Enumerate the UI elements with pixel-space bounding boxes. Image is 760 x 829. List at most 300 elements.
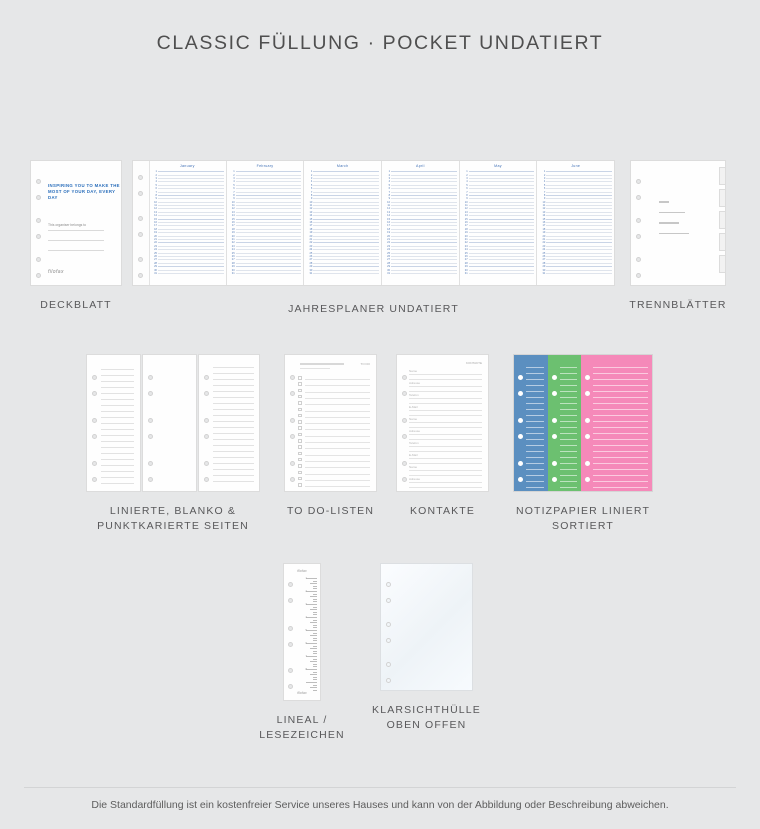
write-line xyxy=(409,482,482,483)
punch-hole xyxy=(386,662,391,667)
day-row: 7 xyxy=(306,190,379,193)
punch-hole xyxy=(204,477,209,482)
todo-row[interactable] xyxy=(298,388,370,394)
punch-hole xyxy=(402,434,407,439)
day-row: 27 xyxy=(306,258,379,261)
todo-row[interactable] xyxy=(298,482,370,488)
checkbox[interactable] xyxy=(298,483,302,487)
todo-row[interactable] xyxy=(298,470,370,476)
rule-line xyxy=(593,469,648,470)
rule-line xyxy=(593,487,648,488)
write-line xyxy=(409,410,482,411)
day-row: 4 xyxy=(151,180,224,183)
punch-hole xyxy=(288,684,293,689)
punch-hole xyxy=(552,375,557,380)
day-row: 13 xyxy=(151,211,224,214)
rule-line xyxy=(560,481,577,482)
day-row: 18 xyxy=(306,228,379,231)
rule-line xyxy=(526,415,544,416)
day-row: 11 xyxy=(384,204,457,207)
day-row: 19 xyxy=(384,231,457,234)
contact-field-row[interactable] xyxy=(409,369,482,380)
rule-line xyxy=(526,373,544,374)
caption-notizpapier: NOTIZPAPIER LINIERT SORTIERT xyxy=(515,505,651,532)
todo-row[interactable] xyxy=(298,375,370,381)
ruler-tick xyxy=(313,607,317,608)
rule-line xyxy=(526,451,544,452)
checkbox[interactable] xyxy=(298,439,302,443)
rule-line xyxy=(101,477,134,478)
day-row: 11 xyxy=(229,204,302,207)
ruler-tick-label: 1 xyxy=(305,576,307,580)
brand-logo: filofax xyxy=(297,569,307,573)
day-row: 11 xyxy=(151,204,224,207)
rule-line xyxy=(560,397,577,398)
todo-row[interactable] xyxy=(298,381,370,387)
day-row: 24 xyxy=(462,248,535,251)
punch-hole xyxy=(636,273,641,278)
page-title: CLASSIC FÜLLUNG · POCKET UNDATIERT xyxy=(156,32,604,54)
rule-line xyxy=(213,481,254,482)
day-row: 5 xyxy=(229,184,302,187)
rule-line xyxy=(526,391,544,392)
punch-hole xyxy=(138,273,143,278)
day-row: 3 xyxy=(306,177,379,180)
rule-line xyxy=(560,445,577,446)
ruler-tick xyxy=(313,651,317,652)
write-line xyxy=(305,417,370,418)
ruler-tick xyxy=(306,656,317,657)
rule-line xyxy=(560,367,577,368)
todo-row[interactable] xyxy=(298,451,370,457)
contact-field-row[interactable] xyxy=(409,429,482,440)
todo-row[interactable] xyxy=(298,438,370,444)
rule-line xyxy=(593,433,648,434)
day-row: 11 xyxy=(462,204,535,207)
ruler-tick xyxy=(313,679,317,680)
ruler-tick xyxy=(313,625,317,626)
checkbox[interactable] xyxy=(298,464,302,468)
checkbox[interactable] xyxy=(298,426,302,430)
ruler-tick xyxy=(313,653,317,654)
day-row: 24 xyxy=(384,248,457,251)
punch-hole xyxy=(518,375,523,380)
punch-hole xyxy=(290,391,295,396)
caption-linierte: LINIERTE, BLANKO & PUNKTKARIERTE SEITEN xyxy=(97,505,249,532)
punch-hole xyxy=(148,418,153,423)
day-row: 4 xyxy=(229,180,302,183)
day-row: 7 xyxy=(539,190,612,193)
day-row: 4 xyxy=(539,180,612,183)
punch-hole xyxy=(552,477,557,482)
day-row: 17 xyxy=(384,224,457,227)
checkbox[interactable] xyxy=(298,395,302,399)
checkbox[interactable] xyxy=(298,376,302,380)
write-line xyxy=(409,458,482,459)
punch-hole xyxy=(288,642,293,647)
punch-hole xyxy=(36,195,41,200)
day-row: 12 xyxy=(384,207,457,210)
write-line xyxy=(409,398,482,399)
ruler-tick xyxy=(310,609,317,610)
punch-hole xyxy=(552,391,557,396)
checkbox[interactable] xyxy=(298,471,302,475)
punch-hole xyxy=(288,582,293,587)
day-row: 17 xyxy=(229,224,302,227)
day-row: 9 xyxy=(229,197,302,200)
day-row: 14 xyxy=(462,214,535,217)
contact-field-label: Adresse xyxy=(409,429,421,433)
day-row: 16 xyxy=(462,221,535,224)
rule-line xyxy=(526,457,544,458)
rule-line xyxy=(213,457,254,458)
day-row: 29 xyxy=(384,265,457,268)
rule-line xyxy=(593,415,648,416)
ruler-tick xyxy=(313,685,317,686)
todo-row[interactable] xyxy=(298,425,370,431)
day-row: 25 xyxy=(151,251,224,254)
contact-field-row[interactable] xyxy=(409,393,482,404)
punch-hole xyxy=(636,234,641,239)
write-line xyxy=(305,423,370,424)
punch-hole xyxy=(92,391,97,396)
punch-hole xyxy=(552,461,557,466)
punch-hole xyxy=(402,461,407,466)
divider-tab xyxy=(719,167,725,185)
day-row: 28 xyxy=(151,262,224,265)
checkbox[interactable] xyxy=(298,414,302,418)
write-line xyxy=(409,446,482,447)
contact-field-row[interactable] xyxy=(409,381,482,392)
punch-hole xyxy=(386,582,391,587)
punch-hole xyxy=(552,434,557,439)
rule-line xyxy=(560,403,577,404)
checkbox[interactable] xyxy=(298,408,302,412)
day-row: 7 xyxy=(384,190,457,193)
rule-line xyxy=(526,463,544,464)
checkbox[interactable] xyxy=(298,433,302,437)
day-row: 23 xyxy=(229,245,302,248)
jahresplaner-spread xyxy=(132,160,615,286)
punch-hole xyxy=(204,434,209,439)
day-row: 5 xyxy=(384,184,457,187)
day-row: 30 xyxy=(229,268,302,271)
day-row: 14 xyxy=(384,214,457,217)
rule-line xyxy=(593,463,648,464)
month-column xyxy=(537,161,614,285)
write-line xyxy=(305,467,370,468)
contact-field-row[interactable] xyxy=(409,465,482,476)
day-row: 17 xyxy=(151,224,224,227)
punch-hole xyxy=(138,257,143,262)
month-label: January xyxy=(179,164,195,168)
day-row: 10 xyxy=(462,201,535,204)
rule-line xyxy=(560,487,577,488)
rule-line xyxy=(526,487,544,488)
contact-field-row[interactable] xyxy=(409,453,482,464)
rule-line xyxy=(213,385,254,386)
day-row: 25 xyxy=(306,251,379,254)
day-row: 2 xyxy=(151,173,224,176)
day-row: 20 xyxy=(306,234,379,237)
ruler-tick xyxy=(313,664,317,665)
punch-hole xyxy=(290,434,295,439)
day-row: 3 xyxy=(539,177,612,180)
month-column xyxy=(227,161,305,285)
punch-hole xyxy=(518,434,523,439)
product-klarsichthuelle xyxy=(372,563,481,731)
day-row: 23 xyxy=(306,245,379,248)
day-row: 19 xyxy=(306,231,379,234)
day-row: 22 xyxy=(539,241,612,244)
write-line xyxy=(409,403,482,404)
dotted-page xyxy=(198,354,260,492)
day-row: 22 xyxy=(462,241,535,244)
write-line xyxy=(409,487,482,488)
notizpapier-stack xyxy=(513,354,653,492)
punch-hole xyxy=(585,418,590,423)
rule-line xyxy=(213,451,254,452)
punch-hole xyxy=(402,477,407,482)
todo-row[interactable] xyxy=(298,407,370,413)
day-row: 26 xyxy=(384,255,457,258)
checkbox[interactable] xyxy=(298,477,302,481)
divider-tab xyxy=(719,233,725,251)
ruler-tick xyxy=(306,604,317,605)
todo-row[interactable] xyxy=(298,476,370,482)
day-row: 23 xyxy=(151,245,224,248)
ruler-tick xyxy=(313,690,317,691)
month-column xyxy=(149,161,227,285)
rule-line xyxy=(213,463,254,464)
checkbox[interactable] xyxy=(298,389,302,393)
checkbox[interactable] xyxy=(298,452,302,456)
todo-row[interactable] xyxy=(298,432,370,438)
punch-hole xyxy=(402,418,407,423)
write-line xyxy=(305,411,370,412)
ruler-tick xyxy=(306,643,317,644)
punch-hole xyxy=(636,179,641,184)
contact-field-row[interactable] xyxy=(409,477,482,488)
punch-hole xyxy=(138,175,143,180)
write-line xyxy=(305,436,370,437)
ruler-tick xyxy=(313,588,317,589)
rule-line xyxy=(213,475,254,476)
punch-hole xyxy=(585,375,590,380)
rule-line xyxy=(593,403,648,404)
todo-row[interactable] xyxy=(298,457,370,463)
contact-field-row[interactable] xyxy=(409,441,482,452)
contact-field-row[interactable] xyxy=(409,405,482,416)
day-row: 31 xyxy=(306,272,379,275)
product-notizpapier xyxy=(513,354,653,532)
month-label: April xyxy=(416,164,425,168)
punch-hole xyxy=(36,218,41,223)
checkbox[interactable] xyxy=(298,420,302,424)
day-row: 10 xyxy=(229,201,302,204)
punch-hole xyxy=(204,391,209,396)
write-line xyxy=(409,379,482,380)
todo-row[interactable] xyxy=(298,419,370,425)
punch-hole xyxy=(148,391,153,396)
todo-row[interactable] xyxy=(298,394,370,400)
contact-field-row[interactable] xyxy=(409,417,482,428)
rule-line xyxy=(526,445,544,446)
deckblatt-headline: INSPIRING YOU TO MAKE THE MOST OF YOUR DAY, EVERY DAY xyxy=(48,183,120,201)
day-row: 5 xyxy=(306,184,379,187)
rule-line xyxy=(593,481,648,482)
ruler-tick xyxy=(313,627,317,628)
rule-line xyxy=(213,403,254,404)
day-row: 23 xyxy=(384,245,457,248)
checkbox[interactable] xyxy=(298,382,302,386)
day-row: 15 xyxy=(306,217,379,220)
product-todo-listen xyxy=(284,354,377,517)
rule-line xyxy=(101,399,134,400)
trennblaetter-sheet xyxy=(630,160,726,286)
punch-hole xyxy=(148,375,153,380)
ruler-tick-label: 2 xyxy=(305,589,307,593)
day-row: 1 xyxy=(384,170,457,173)
rule-line xyxy=(593,385,648,386)
punch-hole xyxy=(386,622,391,627)
ruler-tick xyxy=(306,617,317,618)
write-line xyxy=(305,385,370,386)
day-row: 7 xyxy=(151,190,224,193)
brand-logo: filofax xyxy=(48,269,64,275)
rule-line xyxy=(526,409,544,410)
day-row: 25 xyxy=(539,251,612,254)
day-row: 20 xyxy=(151,234,224,237)
month-column xyxy=(382,161,460,285)
rule-line xyxy=(101,405,134,406)
todo-row[interactable] xyxy=(298,400,370,406)
checkbox[interactable] xyxy=(298,458,302,462)
rule-line xyxy=(593,475,648,476)
ruler-tick xyxy=(310,674,317,675)
rule-line xyxy=(526,367,544,368)
todo-row[interactable] xyxy=(298,413,370,419)
day-row: 16 xyxy=(384,221,457,224)
day-row: 4 xyxy=(384,180,457,183)
day-row: 24 xyxy=(539,248,612,251)
rule-line xyxy=(213,433,254,434)
punch-hole xyxy=(585,477,590,482)
rule-line xyxy=(526,385,544,386)
day-row: 9 xyxy=(384,197,457,200)
day-row: 10 xyxy=(151,201,224,204)
ruler-tick xyxy=(306,682,317,683)
day-row: 21 xyxy=(306,238,379,241)
day-row: 5 xyxy=(462,184,535,187)
notizpapier-pane xyxy=(581,355,652,491)
day-row: 19 xyxy=(229,231,302,234)
todo-row[interactable] xyxy=(298,463,370,469)
ruler-tick xyxy=(313,666,317,667)
day-row: 8 xyxy=(306,194,379,197)
todo-title-rule xyxy=(300,363,344,365)
todo-subtitle-rule xyxy=(300,368,330,369)
contact-field-label: E-Mail xyxy=(409,453,418,457)
ruler-tick xyxy=(310,648,317,649)
write-line xyxy=(409,422,482,423)
day-row: 17 xyxy=(306,224,379,227)
day-row: 31 xyxy=(384,272,457,275)
rule-line xyxy=(560,439,577,440)
checkbox[interactable] xyxy=(298,401,302,405)
ruler-tick xyxy=(306,591,317,592)
brand-logo: filofax xyxy=(297,691,307,695)
day-row: 21 xyxy=(151,238,224,241)
rule-line xyxy=(101,375,134,376)
write-line xyxy=(409,475,482,476)
contact-field-label: Name xyxy=(409,369,418,373)
punch-hole xyxy=(402,391,407,396)
caption-lineal: LINEAL / LESEZEICHEN xyxy=(259,714,345,741)
ruler-tick xyxy=(313,614,317,615)
product-trennblaetter xyxy=(629,160,727,311)
punch-hole xyxy=(518,391,523,396)
rule-line xyxy=(593,409,648,410)
ruler-tick xyxy=(310,635,317,636)
day-row: 9 xyxy=(462,197,535,200)
punch-hole xyxy=(518,461,523,466)
caption-trennblaetter: TRENNBLÄTTER xyxy=(629,299,727,311)
ruler-tick xyxy=(313,659,317,660)
rule-line xyxy=(101,471,134,472)
rule-line xyxy=(526,433,544,434)
punch-hole xyxy=(92,375,97,380)
todo-row[interactable] xyxy=(298,444,370,450)
punch-hole xyxy=(204,418,209,423)
rule-line xyxy=(560,463,577,464)
ruler-tick xyxy=(306,669,317,670)
punch-hole xyxy=(288,626,293,631)
caption-jahresplaner: JAHRESPLANER UNDATIERT xyxy=(288,303,459,315)
day-row: 6 xyxy=(306,187,379,190)
rule-line xyxy=(593,457,648,458)
rule-line xyxy=(101,447,134,448)
punch-hole xyxy=(290,418,295,423)
rule-line xyxy=(560,451,577,452)
day-row: 28 xyxy=(539,262,612,265)
rule-line xyxy=(560,433,577,434)
day-row: 10 xyxy=(384,201,457,204)
punch-hole xyxy=(138,191,143,196)
day-row: 26 xyxy=(151,255,224,258)
punch-hole xyxy=(36,273,41,278)
punch-hole xyxy=(288,668,293,673)
ruler-tick xyxy=(313,581,317,582)
day-row: 12 xyxy=(229,207,302,210)
punch-hole xyxy=(585,461,590,466)
day-row: 17 xyxy=(539,224,612,227)
day-row: 1 xyxy=(462,170,535,173)
rule-line xyxy=(526,421,544,422)
day-row: 2 xyxy=(229,173,302,176)
day-row: 16 xyxy=(306,221,379,224)
day-row: 20 xyxy=(229,234,302,237)
day-row: 30 xyxy=(384,268,457,271)
day-row: 19 xyxy=(462,231,535,234)
rule-line xyxy=(593,451,648,452)
klarsicht-sheet xyxy=(380,563,473,691)
day-row: 14 xyxy=(151,214,224,217)
caption-deckblatt: DECKBLATT xyxy=(40,299,112,311)
checkbox[interactable] xyxy=(298,445,302,449)
rule-line xyxy=(213,427,254,428)
rule-line xyxy=(213,469,254,470)
